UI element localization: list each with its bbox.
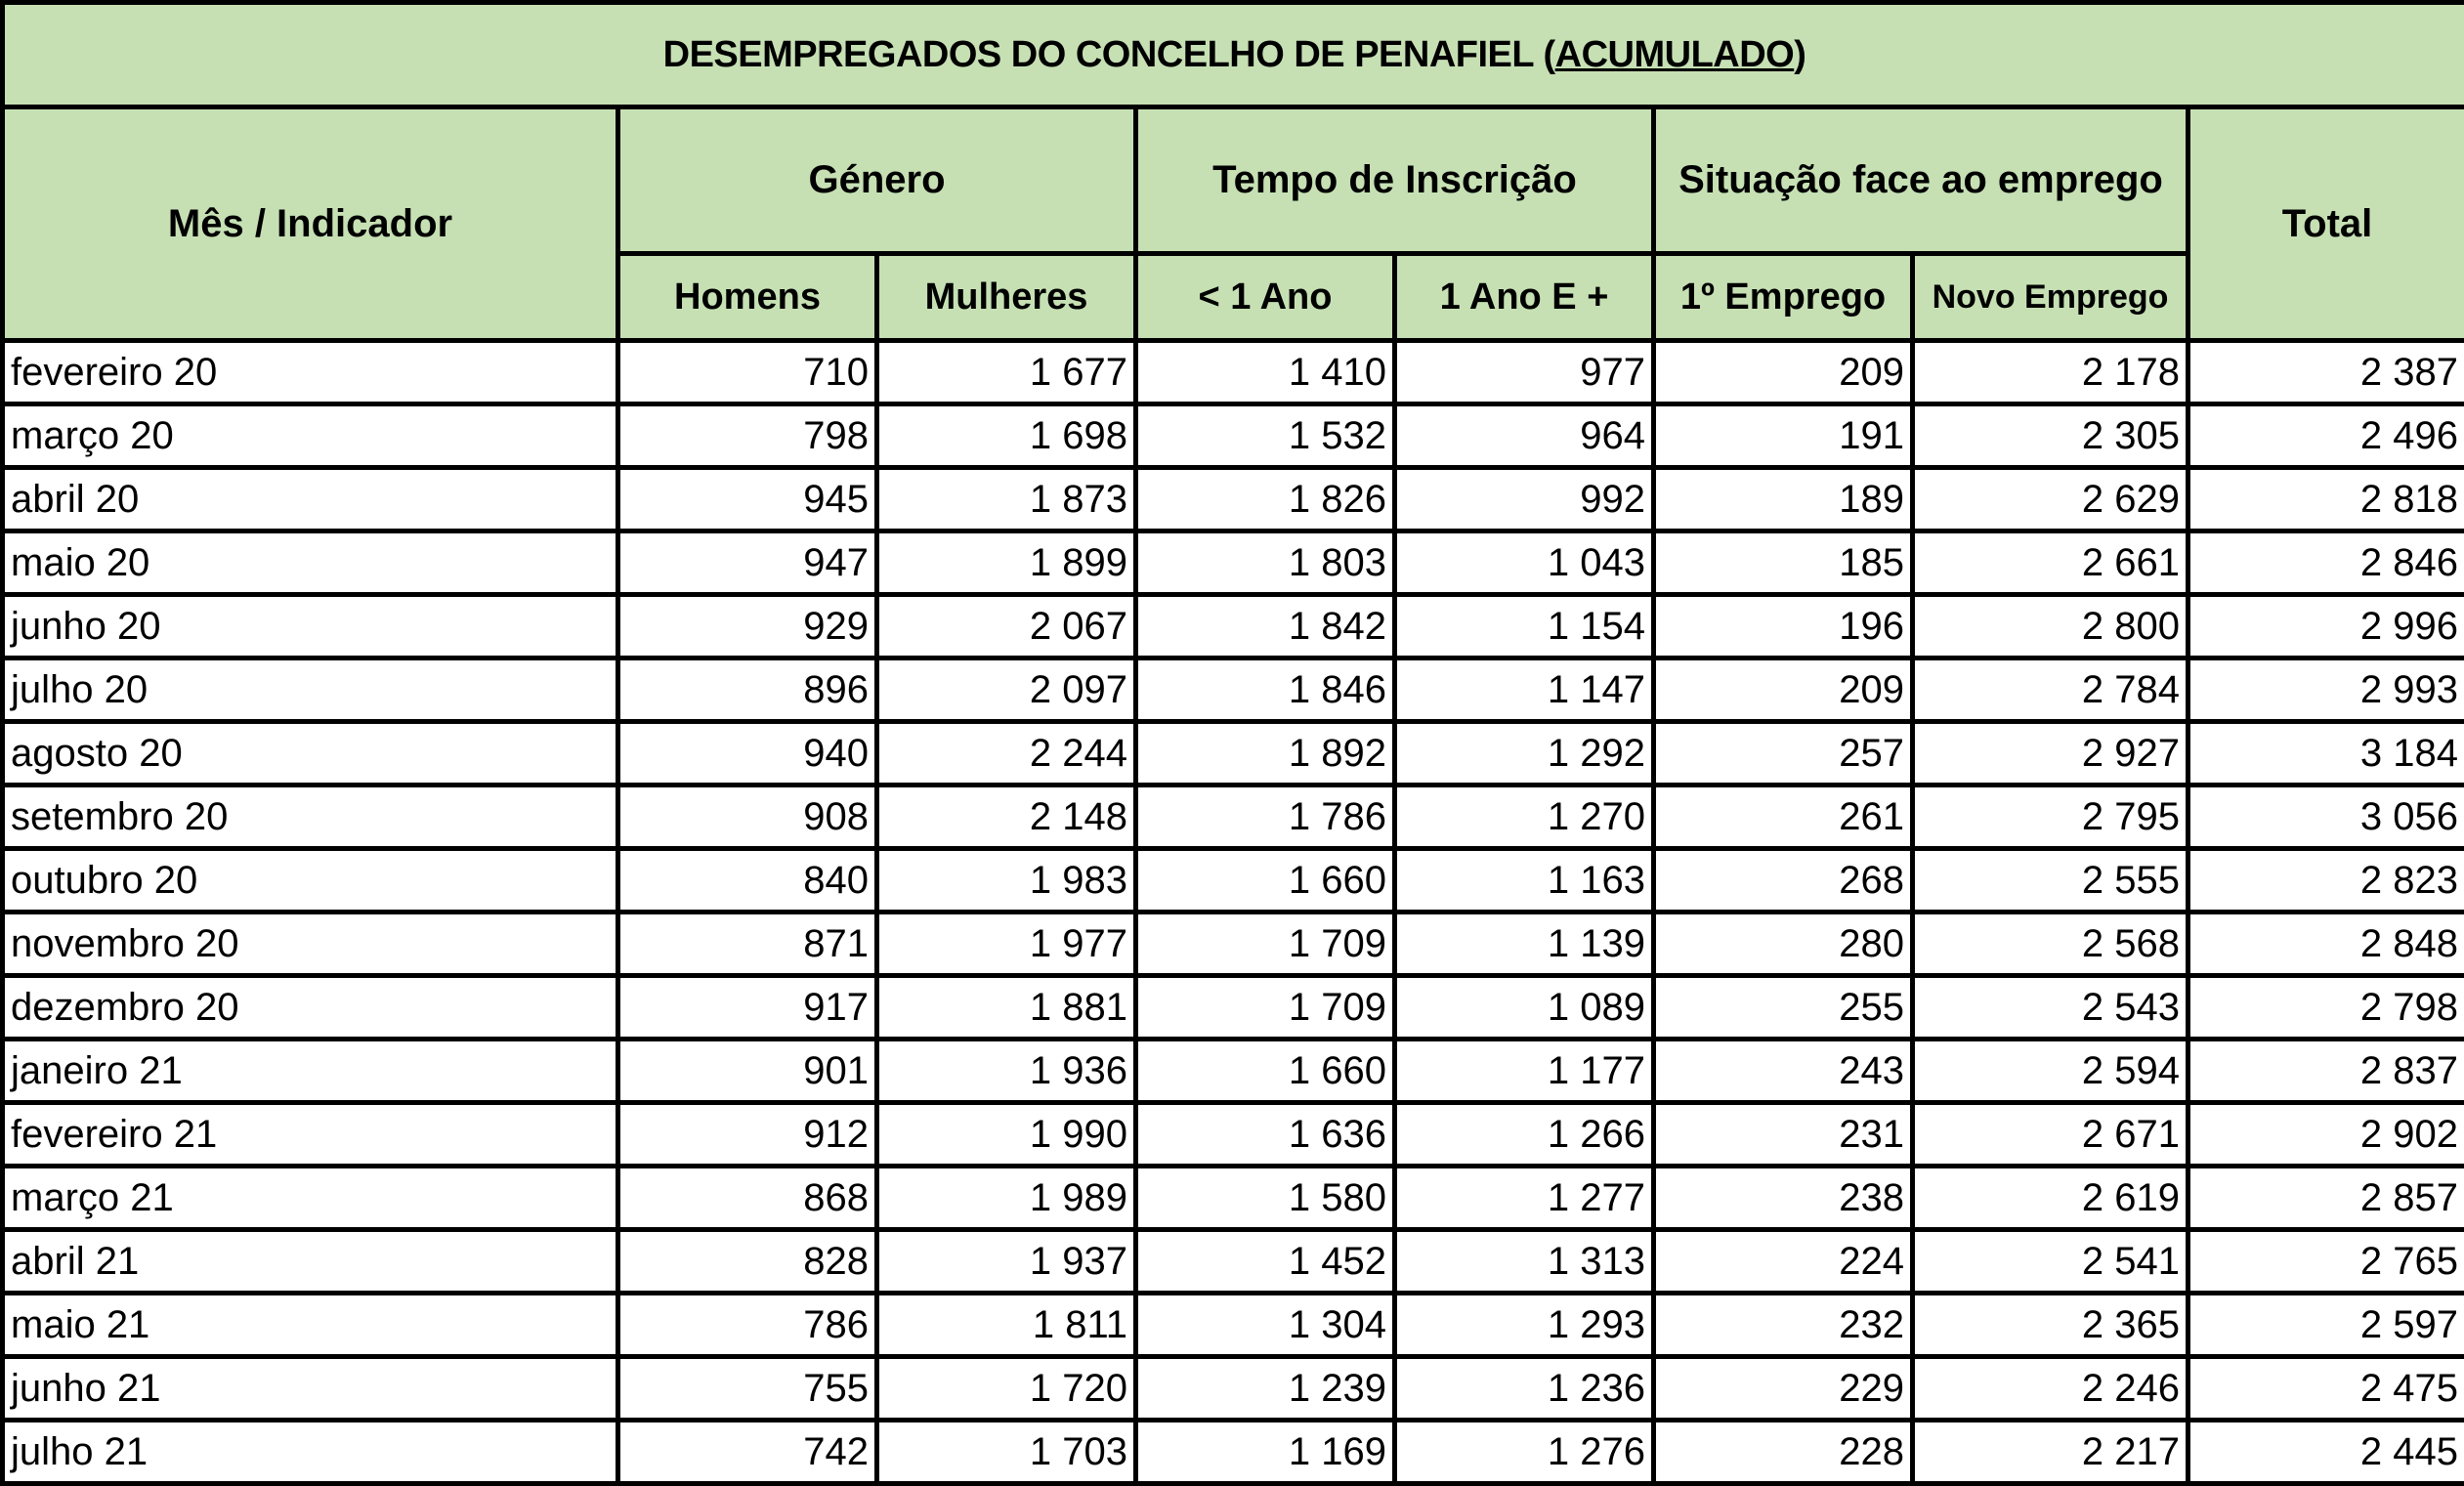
header-1-ano-mais: 1 Ano E + <box>1395 254 1654 341</box>
table-cell: 1 147 <box>1395 658 1654 722</box>
table-cell: 1 277 <box>1395 1167 1654 1230</box>
row-month-label: dezembro 20 <box>3 976 618 1040</box>
table-cell: 1 720 <box>877 1357 1136 1421</box>
table-cell: 1 154 <box>1395 595 1654 658</box>
table-cell: 798 <box>618 404 877 468</box>
table-cell: 2 993 <box>2188 658 2464 722</box>
table-cell: 1 276 <box>1395 1421 1654 1484</box>
table-cell: 947 <box>618 531 877 595</box>
table-cell: 1 709 <box>1136 913 1395 976</box>
row-month-label: abril 20 <box>3 468 618 531</box>
table-cell: 2 365 <box>1913 1294 2188 1357</box>
table-cell: 2 594 <box>1913 1040 2188 1103</box>
table-cell: 1 177 <box>1395 1040 1654 1103</box>
row-month-label: julho 20 <box>3 658 618 722</box>
table-cell: 1 826 <box>1136 468 1395 531</box>
table-cell: 2 496 <box>2188 404 2464 468</box>
table-cell: 742 <box>618 1421 877 1484</box>
table-cell: 2 597 <box>2188 1294 2464 1357</box>
table-cell: 1 313 <box>1395 1230 1654 1294</box>
table-cell: 1 892 <box>1136 722 1395 785</box>
row-month-label: abril 21 <box>3 1230 618 1294</box>
table-cell: 2 097 <box>877 658 1136 722</box>
table-cell: 1 089 <box>1395 976 1654 1040</box>
table-cell: 257 <box>1654 722 1913 785</box>
table-cell: 2 996 <box>2188 595 2464 658</box>
table-cell: 2 568 <box>1913 913 2188 976</box>
table-cell: 977 <box>1395 341 1654 404</box>
table-cell: 710 <box>618 341 877 404</box>
table-cell: 196 <box>1654 595 1913 658</box>
table-cell: 1 043 <box>1395 531 1654 595</box>
table-cell: 1 163 <box>1395 849 1654 913</box>
table-row <box>3 722 2464 785</box>
table-cell: 243 <box>1654 1040 1913 1103</box>
table-cell: 896 <box>618 658 877 722</box>
table-cell: 2 846 <box>2188 531 2464 595</box>
header-novo-emprego: Novo Emprego <box>1913 254 2188 341</box>
table-row <box>3 1421 2464 1484</box>
table-cell: 1 169 <box>1136 1421 1395 1484</box>
table-cell: 3 056 <box>2188 785 2464 849</box>
table-cell: 964 <box>1395 404 1654 468</box>
table-cell: 1 873 <box>877 468 1136 531</box>
table-cell: 1 292 <box>1395 722 1654 785</box>
table-cell: 917 <box>618 976 877 1040</box>
table-cell: 1 452 <box>1136 1230 1395 1294</box>
table-cell: 908 <box>618 785 877 849</box>
table-cell: 280 <box>1654 913 1913 976</box>
table-cell: 268 <box>1654 849 1913 913</box>
table-cell: 2 543 <box>1913 976 2188 1040</box>
table-cell: 185 <box>1654 531 1913 595</box>
table-cell: 209 <box>1654 341 1913 404</box>
table-cell: 1 698 <box>877 404 1136 468</box>
table-cell: 912 <box>618 1103 877 1167</box>
table-cell: 1 580 <box>1136 1167 1395 1230</box>
table-cell: 1 139 <box>1395 913 1654 976</box>
table-cell: 1 660 <box>1136 849 1395 913</box>
table-cell: 2 305 <box>1913 404 2188 468</box>
table-cell: 2 671 <box>1913 1103 2188 1167</box>
table-row <box>3 658 2464 722</box>
header-mulheres: Mulheres <box>877 254 1136 341</box>
table-row <box>3 849 2464 913</box>
table-row <box>3 595 2464 658</box>
table-row <box>3 1103 2464 1167</box>
table-cell: 929 <box>618 595 877 658</box>
table-row <box>3 468 2464 531</box>
table-cell: 901 <box>618 1040 877 1103</box>
table-cell: 1 899 <box>877 531 1136 595</box>
table-cell: 2 148 <box>877 785 1136 849</box>
table-row <box>3 913 2464 976</box>
table-cell: 1 803 <box>1136 531 1395 595</box>
table-cell: 992 <box>1395 468 1654 531</box>
table-row <box>3 1294 2464 1357</box>
table-cell: 1 660 <box>1136 1040 1395 1103</box>
table-row <box>3 341 2464 404</box>
header-group-genero: Género <box>618 107 1136 254</box>
table-cell: 231 <box>1654 1103 1913 1167</box>
row-month-label: janeiro 21 <box>3 1040 618 1103</box>
table-cell: 1 977 <box>877 913 1136 976</box>
table-row <box>3 1167 2464 1230</box>
table-cell: 238 <box>1654 1167 1913 1230</box>
row-month-label: fevereiro 21 <box>3 1103 618 1167</box>
table-cell: 940 <box>618 722 877 785</box>
row-month-label: setembro 20 <box>3 785 618 849</box>
table-cell: 945 <box>618 468 877 531</box>
table-cell: 2 387 <box>2188 341 2464 404</box>
table-cell: 2 818 <box>2188 468 2464 531</box>
table-cell: 2 848 <box>2188 913 2464 976</box>
table-cell: 2 475 <box>2188 1357 2464 1421</box>
table-cell: 2 795 <box>1913 785 2188 849</box>
table-cell: 189 <box>1654 468 1913 531</box>
table-cell: 2 765 <box>2188 1230 2464 1294</box>
table-cell: 2 067 <box>877 595 1136 658</box>
table-cell: 228 <box>1654 1421 1913 1484</box>
table-cell: 1 983 <box>877 849 1136 913</box>
row-month-label: agosto 20 <box>3 722 618 785</box>
table-cell: 1 236 <box>1395 1357 1654 1421</box>
table-cell: 2 178 <box>1913 341 2188 404</box>
table-cell: 828 <box>618 1230 877 1294</box>
table-cell: 1 709 <box>1136 976 1395 1040</box>
table-title-underlined: ACUMULADO <box>1555 34 1795 75</box>
table-cell: 2 837 <box>2188 1040 2464 1103</box>
table-cell: 2 217 <box>1913 1421 2188 1484</box>
table-cell: 840 <box>618 849 877 913</box>
table-cell: 2 541 <box>1913 1230 2188 1294</box>
row-month-label: junho 20 <box>3 595 618 658</box>
header-group-situacao-emprego: Situação face ao emprego <box>1654 107 2188 254</box>
table-cell: 1 304 <box>1136 1294 1395 1357</box>
table-cell: 209 <box>1654 658 1913 722</box>
table-cell: 2 619 <box>1913 1167 2188 1230</box>
header-group-tempo-inscricao: Tempo de Inscrição <box>1136 107 1654 254</box>
table-cell: 2 246 <box>1913 1357 2188 1421</box>
table-title <box>3 3 2464 107</box>
table-cell: 1 239 <box>1136 1357 1395 1421</box>
table-cell: 1 270 <box>1395 785 1654 849</box>
table-cell: 786 <box>618 1294 877 1357</box>
row-month-label: fevereiro 20 <box>3 341 618 404</box>
table-cell: 1 677 <box>877 341 1136 404</box>
header-total: Total <box>2188 107 2464 341</box>
table-cell: 2 902 <box>2188 1103 2464 1167</box>
table-cell: 1 990 <box>877 1103 1136 1167</box>
table-cell: 1 266 <box>1395 1103 1654 1167</box>
table-cell: 1 532 <box>1136 404 1395 468</box>
table-cell: 261 <box>1654 785 1913 849</box>
table-row <box>3 976 2464 1040</box>
table-cell: 871 <box>618 913 877 976</box>
table-cell: 2 661 <box>1913 531 2188 595</box>
row-month-label: maio 20 <box>3 531 618 595</box>
header-homens: Homens <box>618 254 877 341</box>
table-cell: 1 846 <box>1136 658 1395 722</box>
table-cell: 2 800 <box>1913 595 2188 658</box>
row-month-label: março 21 <box>3 1167 618 1230</box>
row-month-label: outubro 20 <box>3 849 618 913</box>
table-cell: 1 937 <box>877 1230 1136 1294</box>
table-body <box>3 341 2464 1484</box>
table-cell: 2 857 <box>2188 1167 2464 1230</box>
table-cell: 1 636 <box>1136 1103 1395 1167</box>
table-cell: 2 555 <box>1913 849 2188 913</box>
header-menos-1-ano: < 1 Ano <box>1136 254 1395 341</box>
table-title-prefix: DESEMPREGADOS DO CONCELHO DE PENAFIEL ( <box>663 34 1555 75</box>
table-cell: 755 <box>618 1357 877 1421</box>
table-cell: 255 <box>1654 976 1913 1040</box>
table-cell: 1 410 <box>1136 341 1395 404</box>
table-cell: 3 184 <box>2188 722 2464 785</box>
table-cell: 191 <box>1654 404 1913 468</box>
header-month-indicator: Mês / Indicador <box>3 107 618 341</box>
table-cell: 229 <box>1654 1357 1913 1421</box>
table-cell: 1 842 <box>1136 595 1395 658</box>
table-cell: 1 936 <box>877 1040 1136 1103</box>
table-cell: 2 823 <box>2188 849 2464 913</box>
table-cell: 868 <box>618 1167 877 1230</box>
table-cell: 1 703 <box>877 1421 1136 1484</box>
table-row <box>3 1230 2464 1294</box>
table-cell: 2 445 <box>2188 1421 2464 1484</box>
table-cell: 1 786 <box>1136 785 1395 849</box>
table-cell: 1 989 <box>877 1167 1136 1230</box>
table-row <box>3 1040 2464 1103</box>
table-cell: 1 293 <box>1395 1294 1654 1357</box>
group-header-row <box>3 107 2464 254</box>
table-cell: 1 811 <box>877 1294 1136 1357</box>
row-month-label: julho 21 <box>3 1421 618 1484</box>
row-month-label: março 20 <box>3 404 618 468</box>
table-cell: 2 629 <box>1913 468 2188 531</box>
table-title-suffix: ) <box>1794 34 1806 75</box>
row-month-label: novembro 20 <box>3 913 618 976</box>
table-cell: 232 <box>1654 1294 1913 1357</box>
table-cell: 2 244 <box>877 722 1136 785</box>
row-month-label: maio 21 <box>3 1294 618 1357</box>
table-row <box>3 1357 2464 1421</box>
table-cell: 2 927 <box>1913 722 2188 785</box>
header-primeiro-emprego: 1º Emprego <box>1654 254 1913 341</box>
table-cell: 224 <box>1654 1230 1913 1294</box>
table-row <box>3 404 2464 468</box>
table-cell: 1 881 <box>877 976 1136 1040</box>
title-row <box>3 3 2464 107</box>
table-row <box>3 785 2464 849</box>
table-row <box>3 531 2464 595</box>
row-month-label: junho 21 <box>3 1357 618 1421</box>
table-cell: 2 798 <box>2188 976 2464 1040</box>
table-cell: 2 784 <box>1913 658 2188 722</box>
